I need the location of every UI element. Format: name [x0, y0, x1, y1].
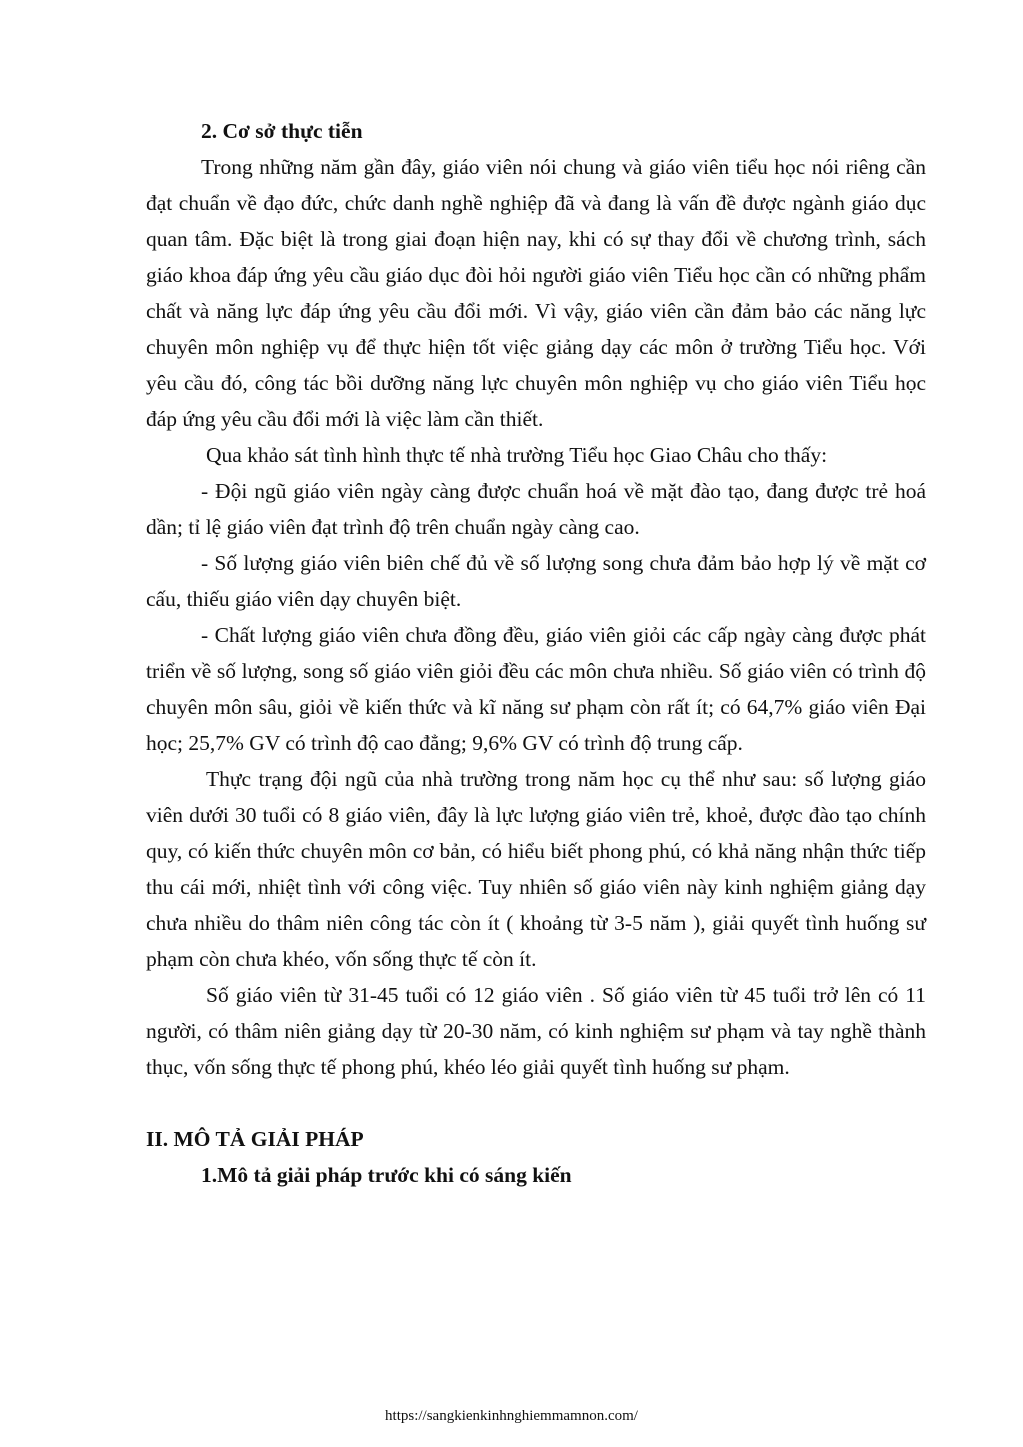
subheading: 1.Mô tả giải pháp trước khi có sáng kiến — [201, 1163, 572, 1187]
footer-url[interactable]: https://sangkienkinhnghiemmamnon.com/ — [385, 1408, 638, 1424]
paragraph-survey-intro: Qua khảo sát tình hình thực tế nhà trường Tiểu học Giao Châu cho thấy: — [206, 443, 828, 467]
paragraph-bullet-quality: - Chất lượng giáo viên chưa đồng đều, giáo viên giỏi các cấp ngày càng được phát triển về số lượng, song số giáo viên giỏi đều các môn chưa nhiều. Số giáo viên có trình độ chuyên môn sâu, giỏi về kiến thức và kĩ năng sư phạm còn rất ít; có 64,7% giáo viên Đại học; 25,7% GV có trình độ cao đẳng; 9,6% GV có trình độ trung cấp. — [146, 623, 926, 755]
document-page — [146, 113, 926, 1193]
paragraph-senior-staff: Số giáo viên từ 31-45 tuổi có 12 giáo viên . Số giáo viên từ 45 tuổi trở lên có 11 người, có thâm niên giảng dạy từ 20-30 năm, có kinh nghiệm sư phạm và tay nghề thành thục, vốn sống thực tế phong phú, khéo léo giải quyết tình huống sư phạm. — [146, 983, 926, 1079]
section-heading: 2. Cơ sở thực tiễn — [201, 119, 363, 143]
paragraph-bullet-training: - Đội ngũ giáo viên ngày càng được chuẩn hoá về mặt đào tạo, đang được trẻ hoá dần; tỉ lệ giáo viên đạt trình độ trên chuẩn ngày càng cao. — [146, 479, 926, 539]
paragraph-context: Trong những năm gần đây, giáo viên nói chung và giáo viên tiểu học nói riêng cần đạt chuẩn về đạo đức, chức danh nghề nghiệp đã và đang là vấn đề được ngành giáo dục quan tâm. Đặc biệt là trong giai đoạn hiện nay, khi có sự thay đổi về chương trình, sách giáo khoa đáp ứng yêu cầu giáo dục đòi hỏi người giáo viên Tiểu học cần có những phẩm chất và năng lực đáp ứng yêu cầu đổi mới. Vì vậy, giáo viên cần đảm bảo các năng lực chuyên môn nghiệp vụ để thực hiện tốt việc giảng dạy các môn ở trường Tiểu học. Với yêu cầu đó, công tác bồi dưỡng năng lực chuyên môn nghiệp vụ cho giáo viên Tiểu học đáp ứng yêu cầu đổi mới là việc làm cần thiết. — [146, 155, 926, 431]
paragraph-bullet-staffing: - Số lượng giáo viên biên chế đủ về số lượng song chưa đảm bảo hợp lý về mặt cơ cấu, thiếu giáo viên dạy chuyên biệt. — [146, 551, 926, 611]
part-heading: II. MÔ TẢ GIẢI PHÁP — [146, 1127, 364, 1151]
paragraph-staff-status: Thực trạng đội ngũ của nhà trường trong năm học cụ thể như sau: số lượng giáo viên dưới 30 tuổi có 8 giáo viên, đây là lực lượng giáo viên trẻ, khoẻ, được đào tạo chính quy, có kiến thức chuyên môn cơ bản, có hiểu biết phong phú, có khả năng nhận thức tiếp thu cái mới, nhiệt tình với công việc. Tuy nhiên số giáo viên này kinh nghiệm giảng dạy chưa nhiều do thâm niên công tác còn ít ( khoảng từ 3-5 năm ), giải quyết tình huống sư phạm còn chưa khéo, vốn sống thực tế còn ít. — [146, 767, 926, 971]
spacer — [146, 1085, 926, 1121]
